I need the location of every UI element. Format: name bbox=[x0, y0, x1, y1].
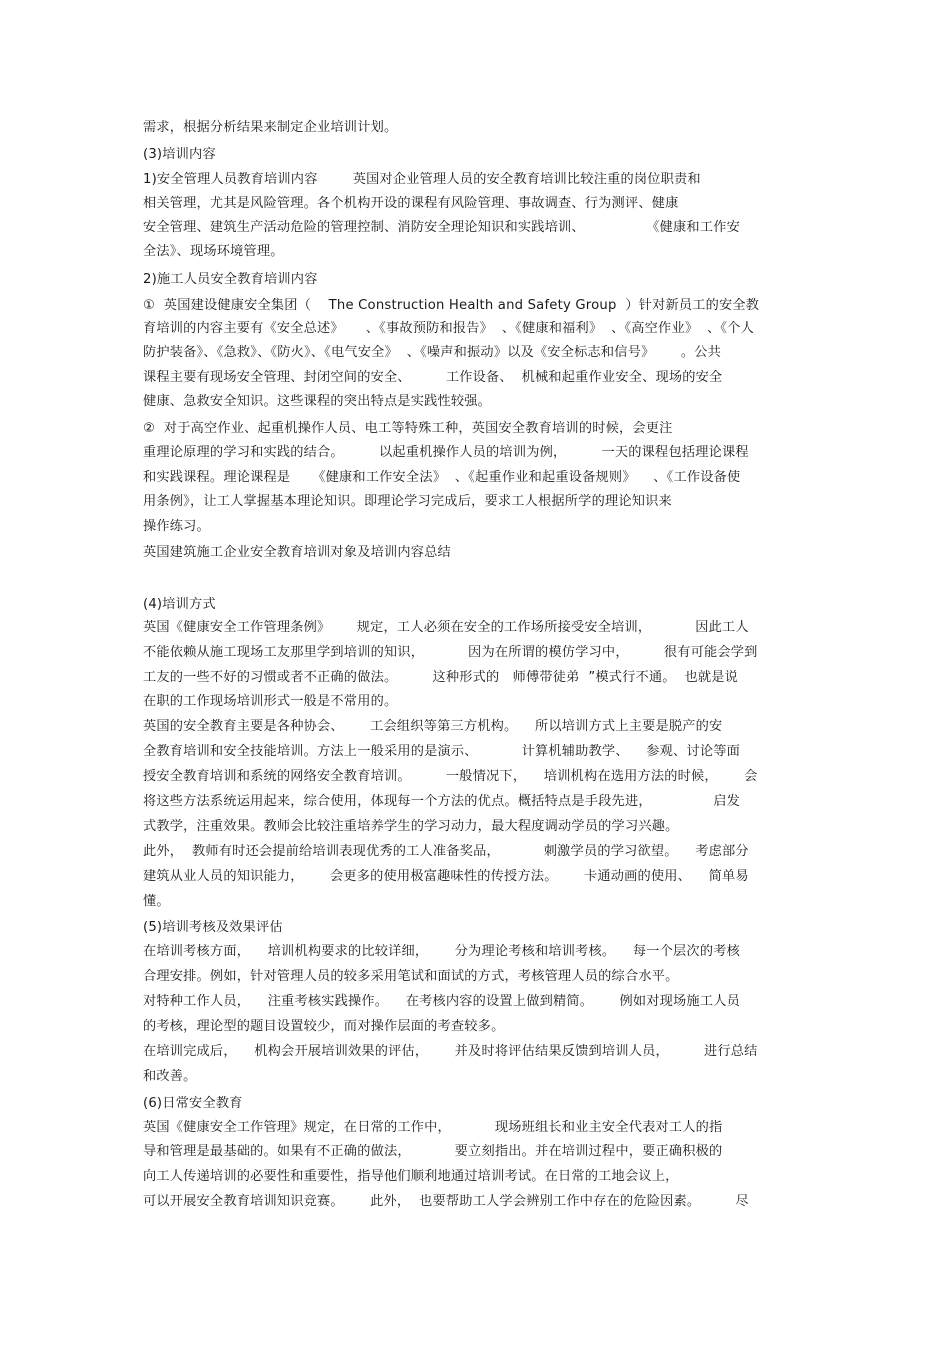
text-line: 在培训完成后， 机构会开展培训效果的评估， 并及时将评估结果反馈到培训人员， 进行总结 bbox=[143, 1044, 758, 1059]
text-line: 全教育培训和安全技能培训。方法上一般采用的是演示、 计算机辅助教学、 参观、讨论等面 bbox=[143, 744, 740, 759]
text-line: 此外， 教师有时还会提前给培训表现优秀的工人准备奖品， 刺激学员的学习欲望。 考虑部分 bbox=[143, 844, 749, 859]
text-line: 重理论原理的学习和实践的结合。 以起重机操作人员的培训为例， 一天的课程包括理论课程 bbox=[143, 445, 749, 460]
text-line: 需求，根据分析结果来制定企业培训计划。 bbox=[143, 120, 398, 135]
text-line: 懂。 bbox=[143, 894, 170, 909]
section-heading: (6)日常安全教育 bbox=[143, 1096, 243, 1111]
text-line: 建筑从业人员的知识能力， 会更多的使用极富趣味性的传授方法。 卡通动画的使用、 简单易 bbox=[143, 869, 749, 884]
text-line: 可以开展安全教育培训知识竞赛。 此外， 也要帮助工人学会辨别工作中存在的危险因素。 尽 bbox=[143, 1194, 749, 1209]
text-line: 合理安排。例如，针对管理人员的较多采用笔试和面试的方式，考核管理人员的综合水平。 bbox=[143, 969, 679, 984]
text-line: 安全管理、建筑生产活动危险的管理控制、消防安全理论知识和实践培训、 《健康和工作安 bbox=[143, 220, 740, 235]
text-line: 1)安全管理人员教育培训内容 英国对企业管理人员的安全教育培训比较注重的岗位职责和 bbox=[143, 172, 701, 187]
text-line: 在职的工作现场培训形式一般是不常用的。 bbox=[143, 694, 398, 709]
text-line: 操作练习。 bbox=[143, 519, 210, 534]
subsection-heading: 2)施工人员安全教育培训内容 bbox=[143, 272, 318, 287]
text-line: 工友的一些不好的习惯或者不正确的做法。 这种形式的 师傅带徒弟 ”模式行不通。 也就是说 bbox=[143, 670, 739, 685]
text-line: 将这些方法系统运用起来，综合使用，体现每一个方法的优点。概括特点是手段先进， 启发 bbox=[143, 794, 740, 809]
text-line: 用条例》，让工人掌握基本理论知识。即理论学习完成后，要求工人根据所学的理论知识来 bbox=[143, 494, 672, 509]
text-line: 英国的安全教育主要是各种协会、 工会组织等第三方机构。 所以培训方式上主要是脱产的安 bbox=[143, 719, 723, 734]
table-caption: 英国建筑施工企业安全教育培训对象及培训内容总结 bbox=[143, 545, 451, 560]
text-line: ② 对于高空作业、起重机操作人员、电工等特殊工种，英国安全教育培训的时候，会更注 bbox=[143, 421, 673, 436]
text-line: 和改善。 bbox=[143, 1069, 197, 1084]
text-line: 全法》、现场环境管理。 bbox=[143, 244, 284, 259]
section-heading: (4)培训方式 bbox=[143, 597, 216, 612]
text-line: 健康、急救安全知识。这些课程的突出特点是实践性较强。 bbox=[143, 394, 492, 409]
text-line: 导和管理是最基础的。如果有不正确的做法， 要立刻指出。并在培训过程中，要正确积极的 bbox=[143, 1144, 723, 1159]
text-line: 育培训的内容主要有《安全总述》 、《事故预防和报告》 、《健康和福利》 、《高空作业》 、《个人 bbox=[143, 321, 754, 336]
text-line: 在培训考核方面， 培训机构要求的比较详细， 分为理论考核和培训考核。 每一个层次的考核 bbox=[143, 944, 740, 959]
text-line: 的考核，理论型的题目设置较少，而对操作层面的考查较多。 bbox=[143, 1019, 505, 1034]
text-line: 不能依赖从施工现场工友那里学到培训的知识， 因为在所谓的模仿学习中， 很有可能会学到 bbox=[143, 645, 758, 660]
text-line: 课程主要有现场安全管理、封闭空间的安全、 工作设备、 机械和起重作业安全、现场的安全 bbox=[143, 370, 723, 385]
text-line: 防护装备》、《急救》、《防火》、《电气安全》 、《噪声和振动》以及《安全标志和信号》 。公共 bbox=[143, 345, 721, 360]
text-line: 和实践课程。理论课程是 《健康和工作安全法》 、《起重作业和起重设备规则》 、《工作设备使 bbox=[143, 470, 741, 485]
text-line: 英国《健康安全工作管理》规定，在日常的工作中， 现场班组长和业主安全代表对工人的指 bbox=[143, 1120, 723, 1135]
text-line: 向工人传递培训的必要性和重要性，指导他们顺利地通过培训考试。在日常的工地会议上， bbox=[143, 1169, 679, 1184]
text-line: 对特种工作人员， 注重考核实践操作。 在考核内容的设置上做到精简。 例如对现场施工人员 bbox=[143, 994, 740, 1009]
text-line: 授安全教育培训和系统的网络安全教育培训。 一般情况下， 培训机构在选用方法的时候， 会 bbox=[143, 769, 758, 784]
section-heading: (3)培训内容 bbox=[143, 147, 216, 162]
text-line: 英国《健康安全工作管理条例》 规定，工人必须在安全的工作场所接受安全培训， 因此工人 bbox=[143, 620, 749, 635]
section-heading: (5)培训考核及效果评估 bbox=[143, 920, 283, 935]
text-line: 相关管理，尤其是风险管理。各个机构开设的课程有风险管理、事故调查、行为测评、健康 bbox=[143, 196, 679, 211]
text-line: 式教学，注重效果。教师会比较注重培养学生的学习动力，最大程度调动学员的学习兴趣。 bbox=[143, 819, 679, 834]
text-line: ① 英国建设健康安全集团（ The Construction Health and Safety Group ）针对新员工的安全教 bbox=[143, 298, 760, 313]
